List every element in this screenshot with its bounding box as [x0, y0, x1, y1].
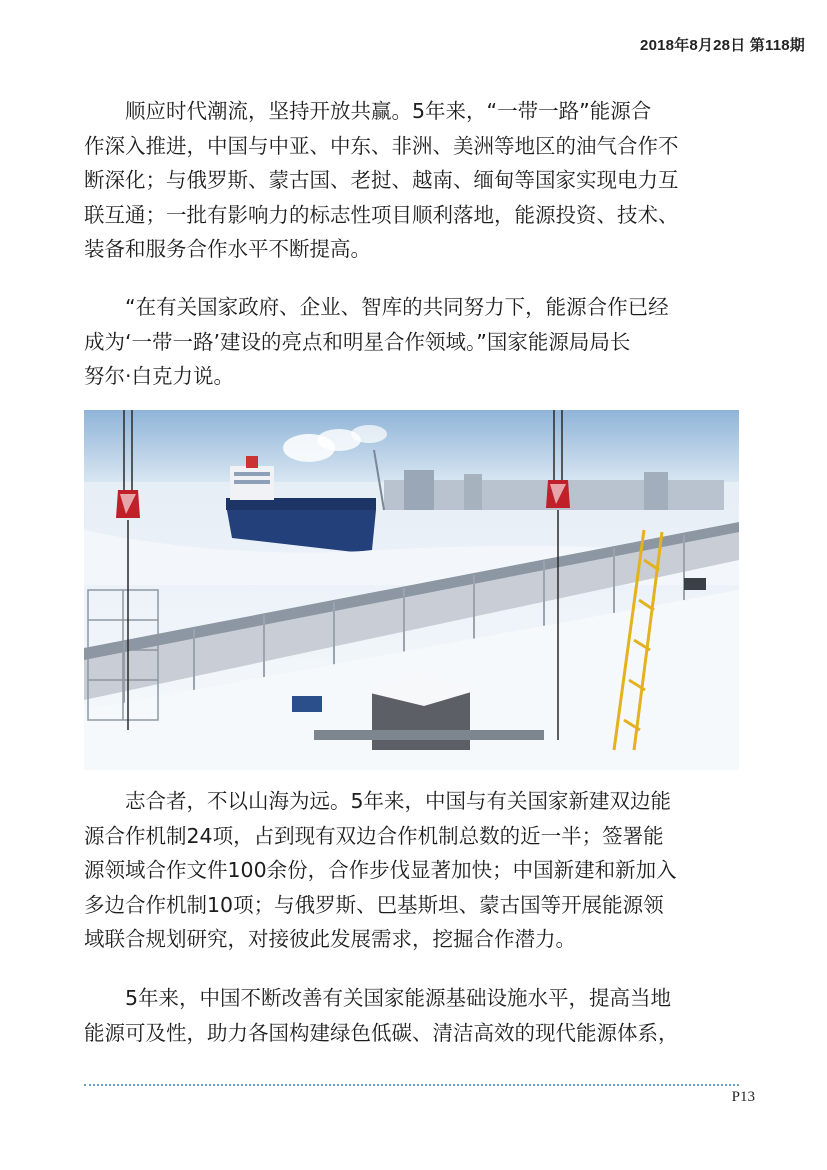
- lng-port-photo: [84, 410, 739, 770]
- issue-date: 2018年8月28日 第118期: [640, 37, 805, 54]
- paragraph-line: 联互通；一批有影响力的标志性项目顺利落地，能源投资、技术、: [84, 202, 679, 227]
- paragraph-line: 作深入推进，中国与中亚、中东、非洲、美洲等地区的油气合作不: [84, 133, 679, 158]
- paragraph-3: [84, 784, 744, 957]
- paragraph-line: 努尔·白克力说。: [84, 364, 235, 388]
- paragraph-line: 顺应时代潮流，坚持开放共赢。5年来，“一带一路”能源合: [125, 99, 652, 123]
- paragraph-line: 5年来，中国不断改善有关国家能源基础设施水平，提高当地: [125, 986, 672, 1010]
- page-number: P13: [731, 1089, 755, 1105]
- paragraph-1: [84, 94, 744, 267]
- paragraph-line: 源合作机制24项，占到现有双边合作机制总数的近一半；签署能: [84, 823, 664, 848]
- paragraph-line: 域联合规划研究，对接彼此发展需求，挖掘合作潜力。: [84, 927, 576, 951]
- paragraph-line: 志合者，不以山海为远。5年来，中国与有关国家新建双边能: [125, 789, 672, 813]
- paragraph-line: 断深化；与俄罗斯、蒙古国、老挝、越南、缅甸等国家实现电力互: [84, 168, 679, 192]
- paragraph-line: 能源可及性，助力各国构建绿色低碳、清洁高效的现代能源体系，: [84, 1020, 679, 1045]
- paragraph-line: 成为‘一带一路’建设的亮点和明星合作领域。”国家能源局局长: [84, 329, 631, 354]
- paragraph-line: 多边合作机制10项；与俄罗斯、巴基斯坦、蒙古国等开展能源领: [84, 892, 664, 917]
- footer-divider: [84, 1084, 739, 1086]
- paragraph-line: 源领域合作文件100余份，合作步伐显著加快；中国新建和新加入: [84, 858, 677, 882]
- lng-port-illustration: [84, 410, 739, 770]
- paragraph-line: “在有关国家政府、企业、智库的共同努力下，能源合作已经: [125, 295, 669, 319]
- paragraph-line: 装备和服务合作水平不断提高。: [84, 237, 371, 261]
- paragraph-2: [84, 290, 744, 394]
- paragraph-4: [84, 981, 744, 1050]
